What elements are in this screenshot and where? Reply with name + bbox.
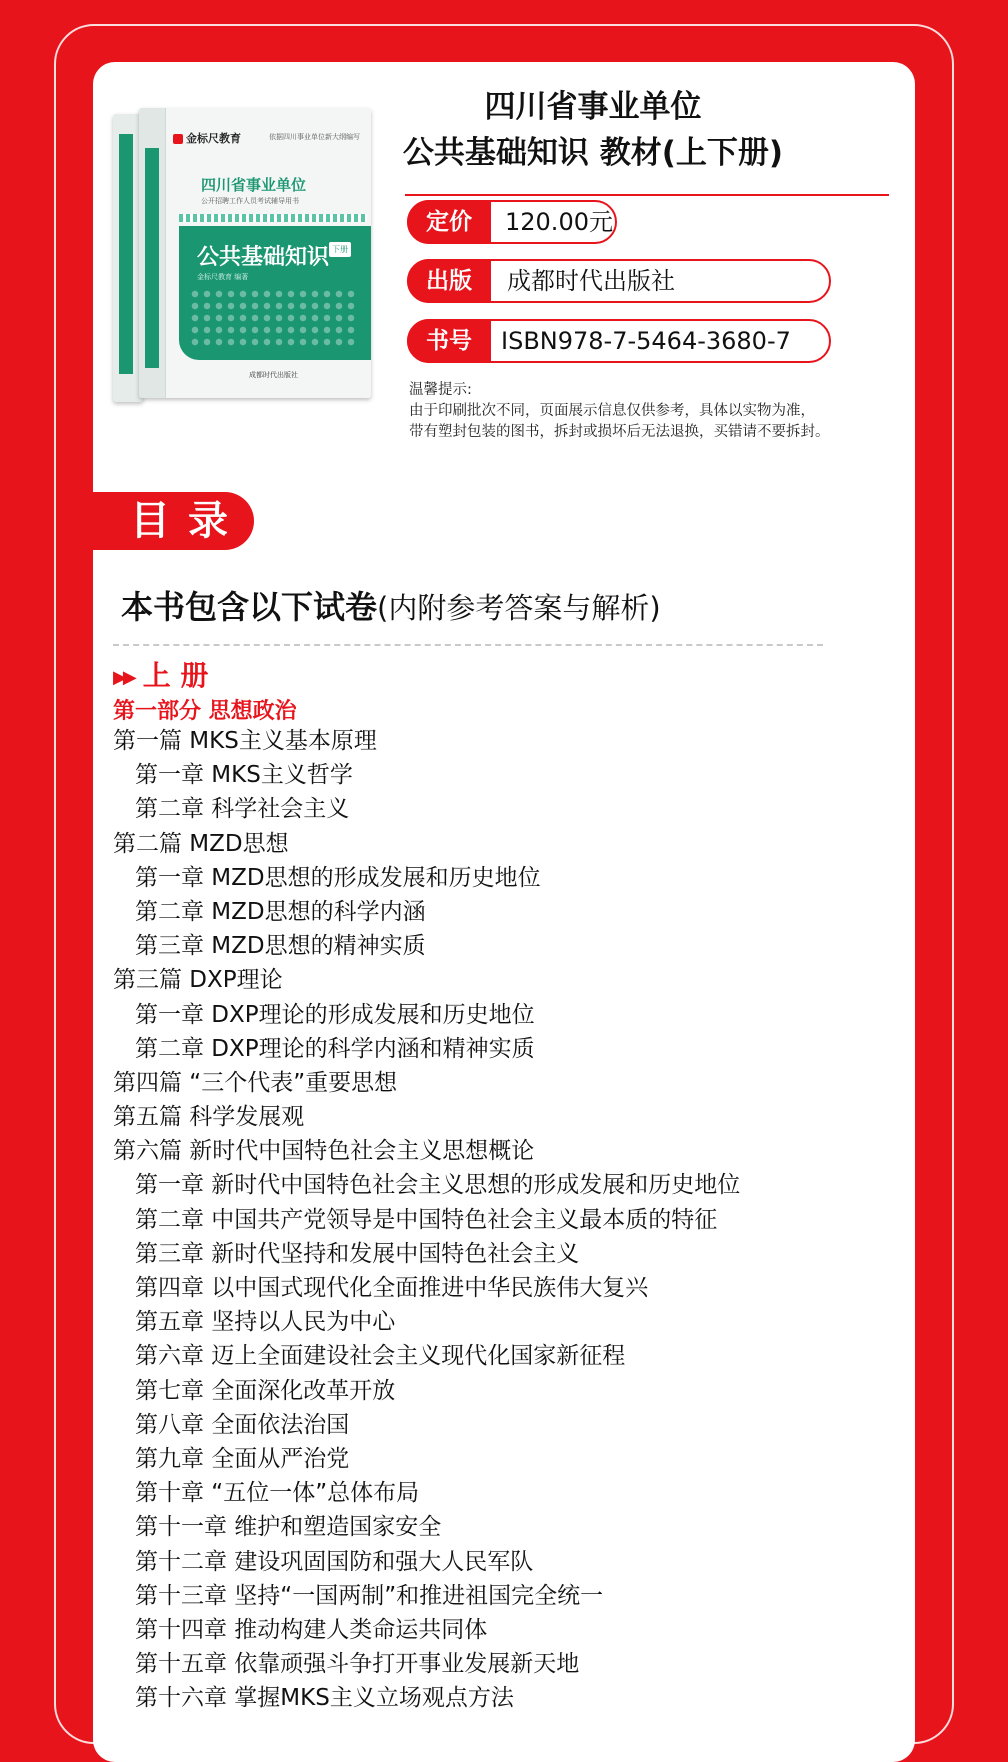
toc-chapter-item: 第二章 科学社会主义	[135, 796, 350, 823]
double-arrow-icon: ▶▶	[113, 666, 133, 688]
toc-chapter-item: 第十五章 依靠顽强斗争打开事业发展新天地	[135, 1651, 580, 1678]
cover-heading: 四川省事业单位	[201, 176, 307, 194]
toc-section-item: 第五篇 科学发展观	[113, 1104, 305, 1131]
toc-chapter-item: 第五章 坚持以人民为中心	[135, 1309, 396, 1336]
notice	[409, 380, 830, 443]
cover-volume-tag: 下册	[329, 242, 351, 257]
toc-chapter-item: 第十章 “五位一体”总体布局	[135, 1480, 420, 1507]
publisher-row	[407, 259, 831, 303]
toc-section-item: 第三篇 DXP理论	[113, 967, 283, 994]
toc-chapter-item: 第二章 MZD思想的科学内涵	[135, 898, 426, 925]
toc-chapter-item: 第七章 全面深化改革开放	[135, 1377, 396, 1404]
cover-green-panel	[179, 226, 371, 360]
part-heading: 第一部分 思想政治	[113, 699, 297, 724]
cover-subheading: 公开招聘工作人员考试辅导用书	[201, 197, 299, 205]
dashed-divider	[113, 644, 823, 646]
notice-line-2: 带有塑封包装的图书，拆封或损坏后无法退换，买错请不要拆封。	[409, 424, 830, 440]
isbn-value: ISBN978-7-5464-3680-7	[501, 327, 791, 355]
price-row	[407, 200, 617, 244]
toc-chapter-item: 第一章 MZD思想的形成发展和历史地位	[135, 864, 541, 891]
book-title: 四川省事业单位 公共基础知识 教材(上下册)	[402, 89, 784, 171]
toc-chapter-item: 第二章 中国共产党领导是中国特色社会主义最本质的特征	[135, 1206, 718, 1233]
toc-chapter-item: 第十一章 维护和塑造国家安全	[135, 1514, 442, 1541]
toc-chapter-item: 第三章 新时代坚持和发展中国特色社会主义	[135, 1240, 580, 1267]
cover-tagline: 依据四川事业单位新大纲编写	[269, 133, 360, 141]
isbn-label: 书号	[407, 319, 491, 363]
book-cover-image	[113, 108, 368, 408]
cover-publisher: 成都时代出版社	[249, 371, 298, 379]
volume-heading: ▶▶ 上 册	[113, 659, 209, 692]
toc-chapter-item: 第一章 新时代中国特色社会主义思想的形成发展和历史地位	[135, 1172, 741, 1199]
notice-title: 温馨提示:	[409, 382, 472, 398]
price-value: 120.00元	[505, 208, 613, 236]
notice-line-1: 由于印刷批次不同，页面展示信息仅供参考，具体以实物为准，	[409, 403, 815, 419]
toc-chapter-item: 第九章 全面从严治党	[135, 1445, 350, 1472]
toc-chapter-item: 第十二章 建设巩固国防和强大人民军队	[135, 1548, 534, 1575]
title-divider	[405, 194, 889, 196]
isbn-row	[407, 319, 831, 363]
brand-logo: 金标尺教育	[173, 130, 241, 146]
book-front-volume	[139, 108, 371, 398]
toc-chapter-item: 第十三章 坚持“一国两制”和推进祖国完全统一	[135, 1582, 604, 1609]
toc-section-item: 第二篇 MZD思想	[113, 830, 289, 857]
toc-chapter-item: 第一章 DXP理论的形成发展和历史地位	[135, 1001, 535, 1028]
toc-chapter-item: 第四章 以中国式现代化全面推进中华民族伟大复兴	[135, 1275, 649, 1301]
toc-chapter-item: 第十六章 掌握MKS主义立场观点方法	[135, 1685, 514, 1712]
toc-chapter-item: 第三章 MZD思想的精神实质	[135, 933, 426, 960]
toc-section-item: 第一篇 MKS主义基本原理	[113, 728, 377, 754]
publisher-value: 成都时代出版社	[507, 267, 675, 295]
toc-section-item: 第六篇 新时代中国特色社会主义思想概论	[113, 1138, 535, 1165]
toc-chapter-item: 第二章 DXP理论的科学内涵和精神实质	[135, 1035, 535, 1062]
toc-tab: 目录	[92, 492, 254, 550]
cover-main-title: 公共基础知识	[197, 245, 330, 270]
toc-chapter-item: 第一章 MKS主义哲学	[135, 762, 353, 789]
toc-chapter-item: 第六章 迈上全面建设社会主义现代化国家新征程	[135, 1343, 626, 1370]
product-card	[93, 62, 915, 1762]
contains-heading: 本书包含以下试卷(内附参考答案与解析)	[121, 588, 661, 626]
toc-chapter-item: 第八章 全面依法治国	[135, 1411, 350, 1438]
cover-author: 金标尺教育 编著	[197, 273, 249, 281]
price-label: 定价	[407, 200, 491, 244]
toc-list	[113, 724, 740, 1715]
publisher-label: 出版	[407, 259, 491, 303]
toc-chapter-item: 第十四章 推动构建人类命运共同体	[135, 1616, 488, 1643]
toc-section-item: 第四篇 “三个代表”重要思想	[113, 1069, 398, 1096]
